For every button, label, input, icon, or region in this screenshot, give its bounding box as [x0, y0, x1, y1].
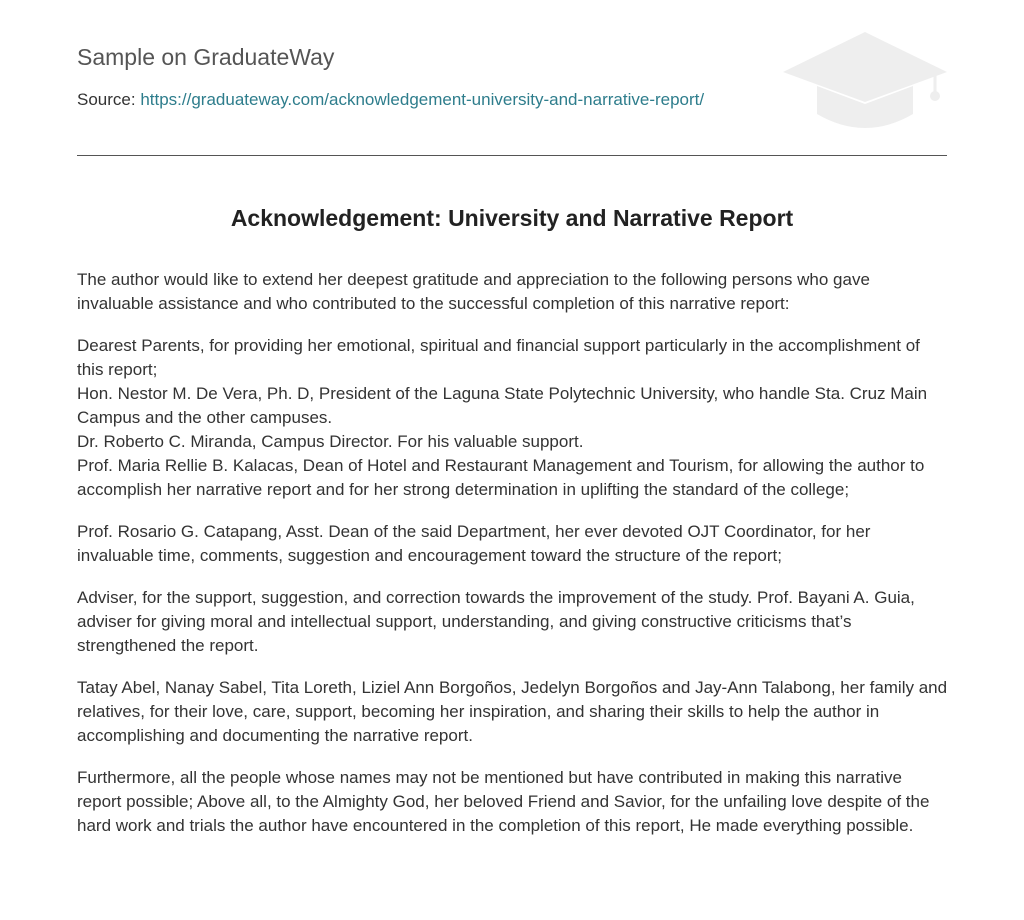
page-header	[77, 0, 947, 156]
source-line	[77, 90, 704, 110]
paragraph-intro: The author would like to extend her deepest gratitude and appreciation to the following persons who gave invaluable assistance and who contributed to the successful completion of this narrative report:	[77, 270, 870, 313]
paragraph-family: Tatay Abel, Nanay Sabel, Tita Loreth, Liziel Ann Borgoños, Jedelyn Borgoños and Jay-Ann Talabong, her family and relatives, for their love, care, support, becoming her inspiration, and sharing their skills to help the author in accomplishing and documenting the narrative report.	[77, 678, 948, 745]
site-title: Sample on GraduateWay	[77, 44, 335, 70]
document-title: Acknowledgement: University and Narrative Report	[230, 205, 794, 231]
paragraph-president: Hon. Nestor M. De Vera, Ph. D, President of the Laguna State Polytechnic University, who handle Sta. Cruz Main Campus and the other campuses.	[77, 384, 928, 427]
paragraph-closing: Furthermore, all the people whose names may not be mentioned but have contributed in making this narrative report possible; Above all, to the Almighty God, her beloved Friend and Savior, for the unfailing love despite of the hard work and trials the author have encountered in the completion of this report, He made everything possible.	[77, 768, 930, 835]
header-divider	[77, 155, 947, 156]
paragraph-parents: Dearest Parents, for providing her emotional, spiritual and financial support particularly in the accomplishment of this report;	[77, 336, 920, 379]
source-link[interactable]: https://graduateway.com/acknowledgement-university-and-narrative-report/	[140, 90, 705, 109]
paragraph-dean: Prof. Maria Rellie B. Kalacas, Dean of Hotel and Restaurant Management and Tourism, for allowing the author to accomplish her narrative report and for her strong determination in uplifting the standard of the college;	[77, 456, 925, 499]
source-label: Source:	[77, 90, 136, 109]
paragraph-campus-director: Dr. Roberto C. Miranda, Campus Director. For his valuable support.	[77, 432, 584, 451]
document-body	[77, 268, 951, 856]
paragraph-asst-dean: Prof. Rosario G. Catapang, Asst. Dean of the said Department, her ever devoted OJT Coordinator, for her invaluable time, comments, suggestion and encouragement toward the structure of the report;	[77, 522, 871, 565]
paragraph-adviser: Adviser, for the support, suggestion, and correction towards the improvement of the study. Prof. Bayani A. Guia, adviser for giving moral and intellectual support, understanding, and giving constructive criticisms that’s strengthened the report.	[77, 588, 915, 655]
graduation-cap-icon	[781, 30, 949, 134]
